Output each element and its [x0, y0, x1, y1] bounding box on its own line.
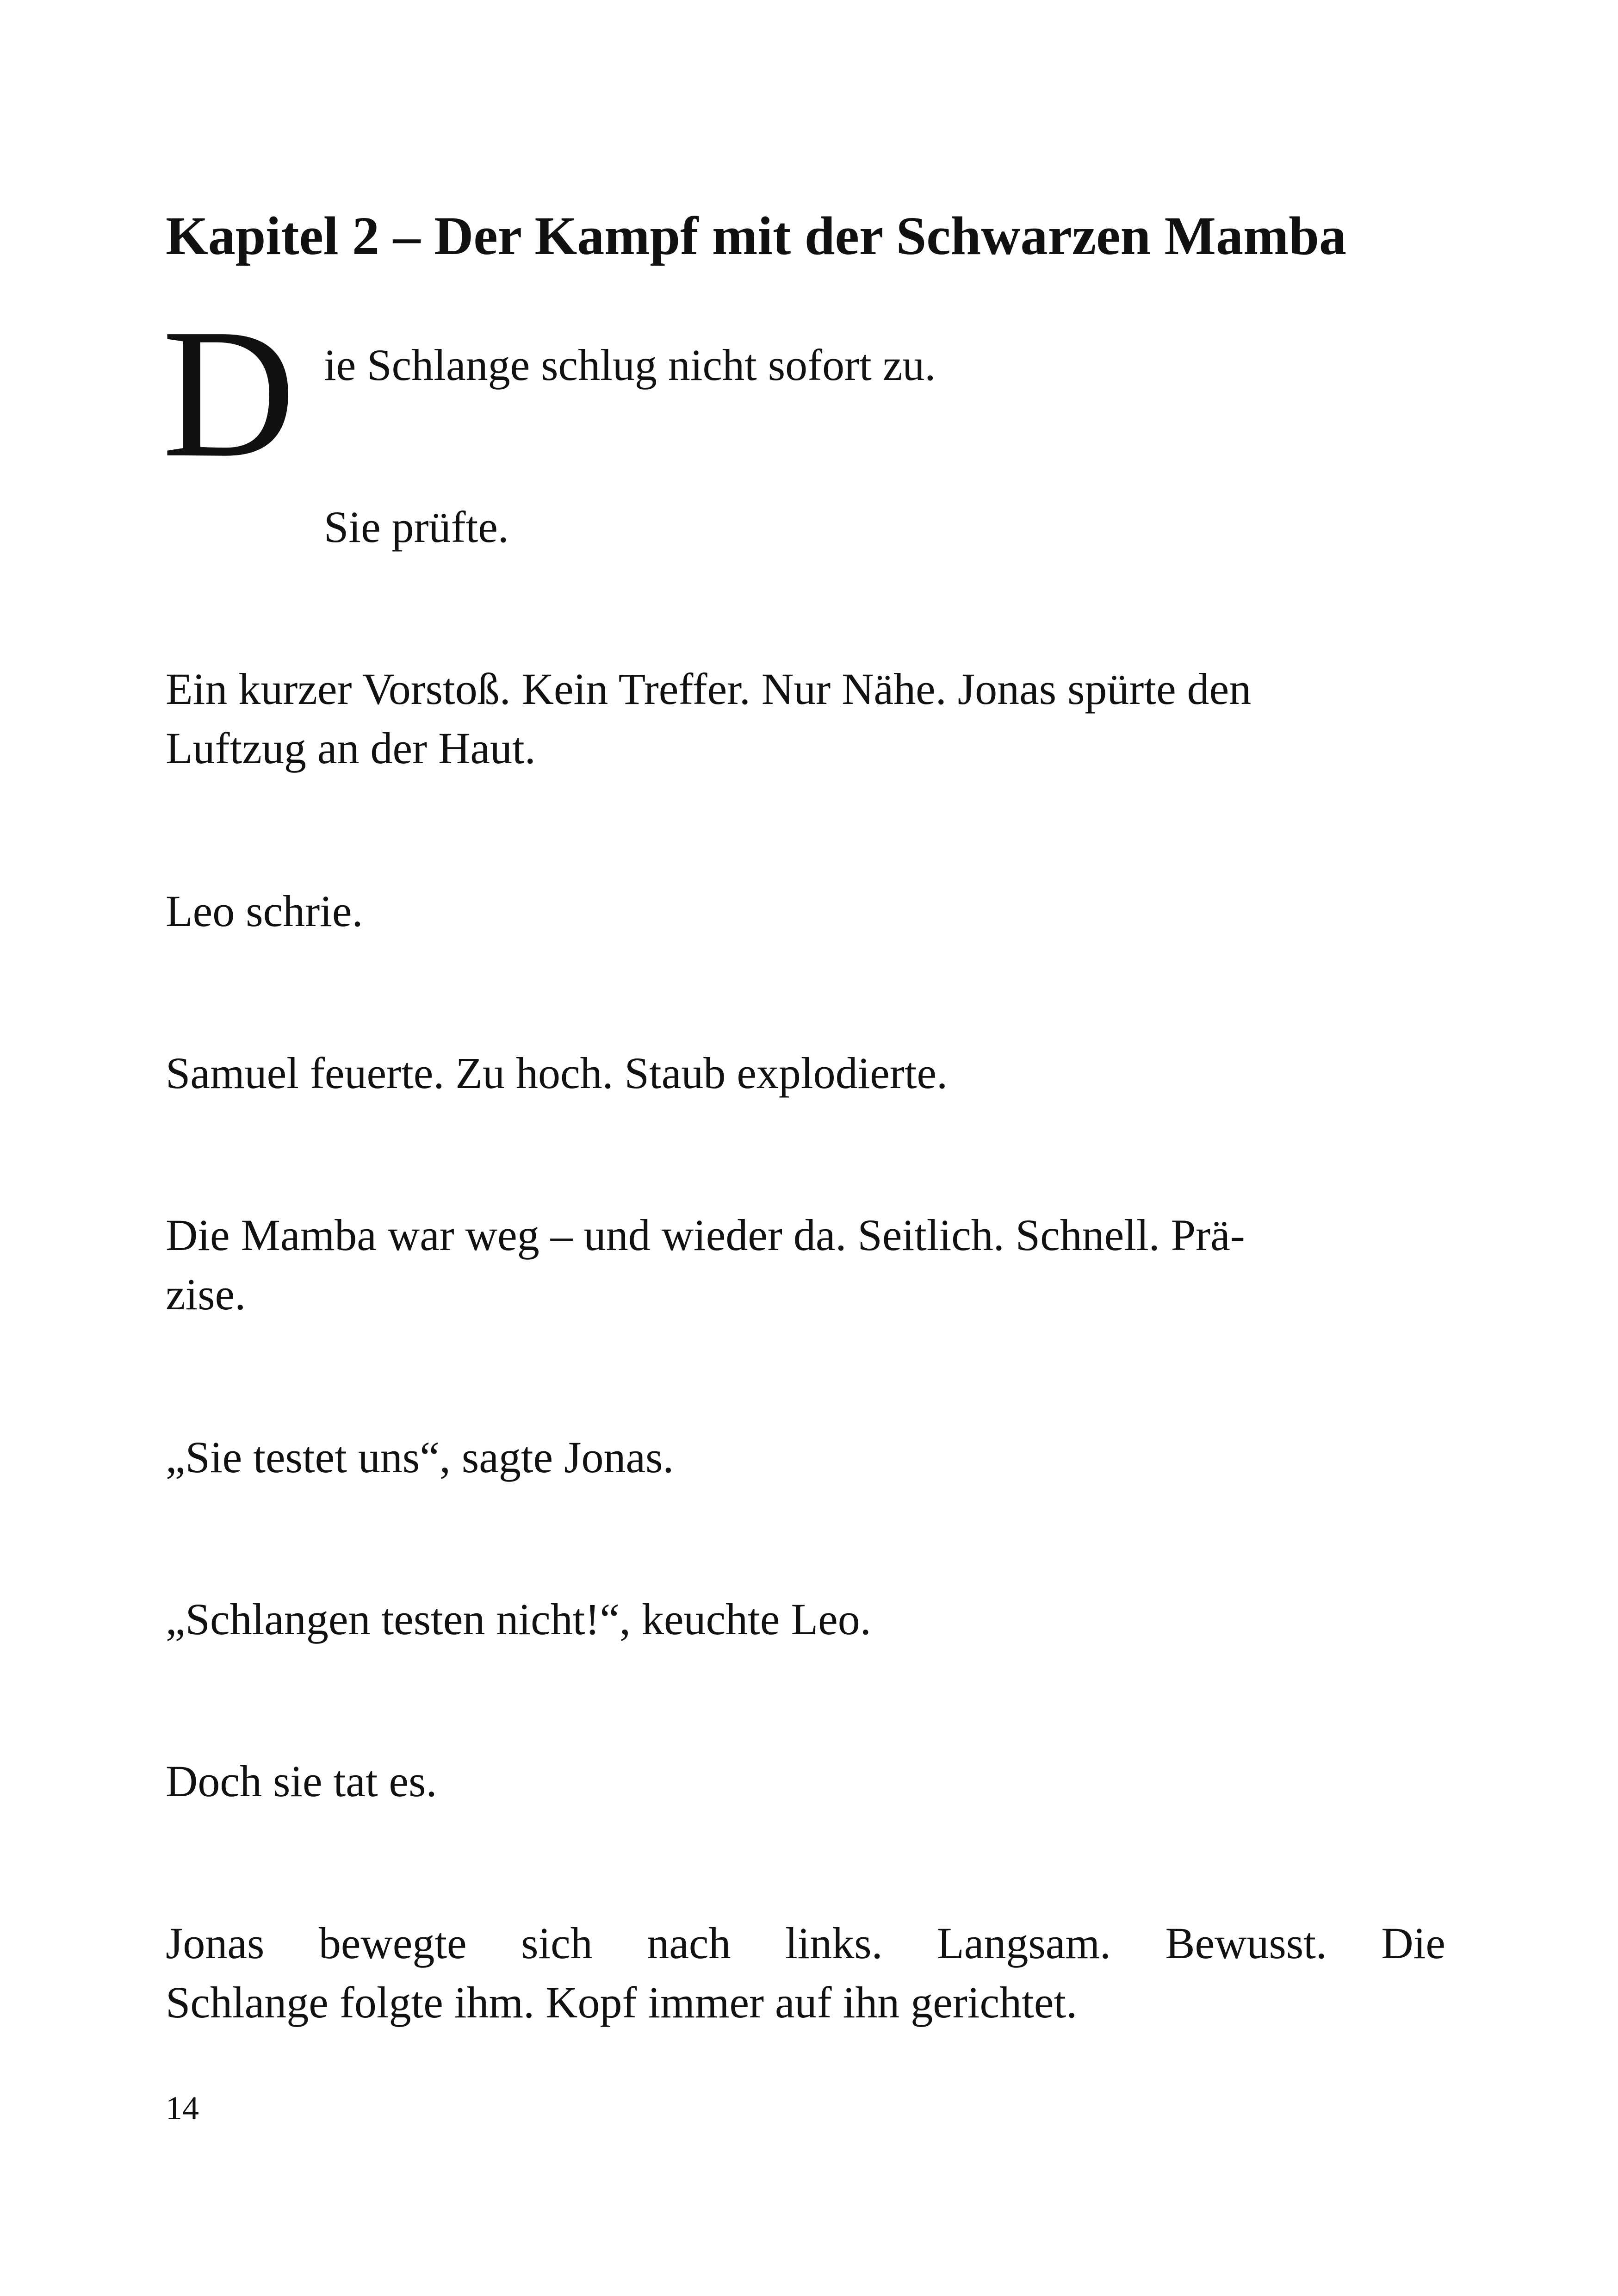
- justified-word: bewegte: [318, 1918, 467, 1968]
- paragraph-vorstoss-line-2: Luftzug an der Haut.: [166, 723, 536, 773]
- paragraph-sie-pruefte: Sie prüfte.: [324, 502, 509, 552]
- paragraph-mamba-line-2: zise.: [166, 1269, 246, 1319]
- paragraph-leo-schrie: Leo schrie.: [166, 886, 363, 936]
- justified-word: Jonas: [166, 1918, 265, 1968]
- justified-word: Bewusst.: [1165, 1918, 1327, 1968]
- page-number: 14: [166, 2090, 199, 2127]
- justified-word: links.: [785, 1918, 883, 1968]
- paragraph-vorstoss-line-1: Ein kurzer Vorstoß. Kein Treffer. Nur Nähe. Jonas spürte den: [166, 664, 1252, 714]
- paragraph-sie-testet-uns: „Sie testet uns“, sagte Jonas.: [166, 1432, 674, 1482]
- justified-word: sich: [521, 1918, 593, 1968]
- paragraph-mamba-line-1: Die Mamba war weg – und wieder da. Seitlich. Schnell. Prä-: [166, 1210, 1245, 1260]
- paragraph-schlangen-testen-nicht: „Schlangen testen nicht!“, keuchte Leo.: [166, 1594, 871, 1644]
- justified-word: nach: [647, 1918, 731, 1968]
- paragraph-doch-sie-tat-es: Doch sie tat es.: [166, 1756, 437, 1806]
- justified-word: Die: [1381, 1918, 1445, 1968]
- paragraph-samuel-feuerte: Samuel feuerte. Zu hoch. Staub explodierte.: [166, 1048, 948, 1098]
- drop-cap-letter: D: [162, 291, 296, 496]
- paragraph-jonas-line-1: [166, 1914, 1445, 1973]
- paragraph-jonas-line-2: Schlange folgte ihm. Kopf immer auf ihn gerichtet.: [166, 1978, 1078, 2027]
- chapter-title: Kapitel 2 – Der Kampf mit der Schwarzen Mamba: [166, 205, 1346, 266]
- justified-word: Langsam.: [937, 1918, 1111, 1968]
- first-line: ie Schlange schlug nicht sofort zu.: [324, 340, 936, 390]
